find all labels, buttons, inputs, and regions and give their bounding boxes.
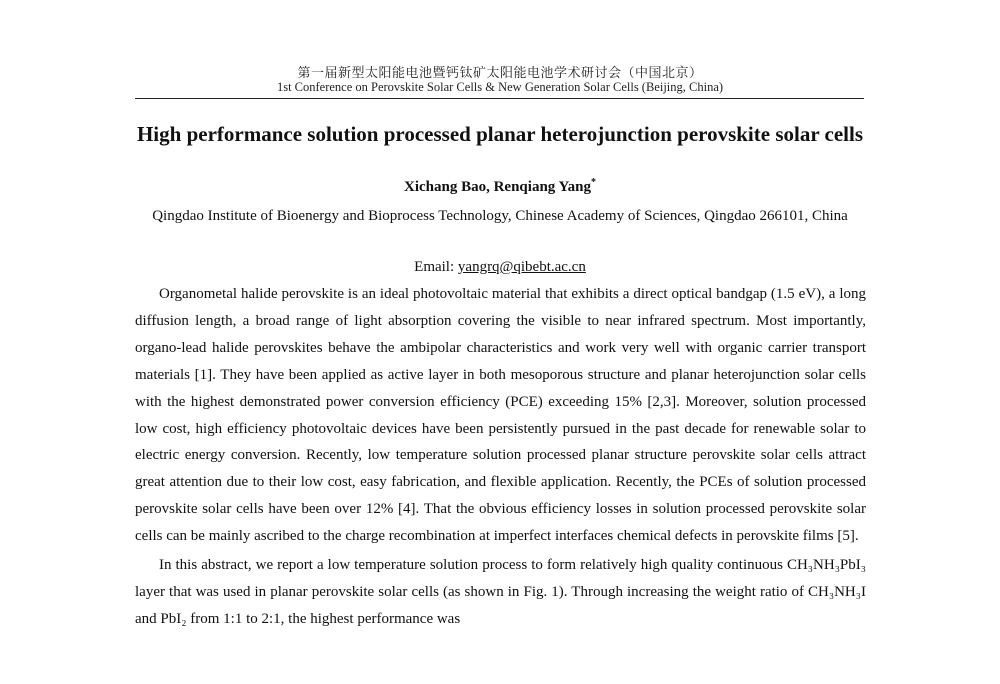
formula-pbi2: PbI₂ (160, 610, 187, 627)
corresponding-author-mark: * (591, 177, 596, 188)
conference-header-chinese: 第一届新型太阳能电池暨钙钛矿太阳能电池学术研讨会（中国北京） (297, 66, 703, 81)
authors: Xichang Bao, Renqiang Yang (404, 179, 591, 195)
affiliation: Qingdao Institute of Bioenergy and Bioprocess Technology, Chinese Academy of Sciences, Qingdao 266101, China (152, 208, 848, 224)
email-link[interactable]: yangrq@qibebt.ac.cn (457, 259, 586, 275)
paper-title: High performance solution processed planar heterojunction perovskite solar cells (136, 122, 864, 146)
p2-text-d: from 1:1 to 2:1, the highest performance was (186, 610, 461, 627)
email-line (0, 259, 1000, 276)
author-line (0, 177, 1000, 196)
p2-text-c: and (135, 610, 161, 627)
formula-mapbi3: CH₃NH₃PbI₃ (786, 557, 866, 574)
formula-mai: CH₃NH₃I (808, 583, 866, 600)
header-rule (135, 98, 864, 99)
p2-text-b: layer that was used in planar perovskite solar cells (as shown in Fig. 1). Through increasing the weight ratio of (135, 583, 809, 600)
email-label: Email: (414, 259, 458, 275)
paragraph-2 (135, 552, 866, 633)
conference-header-english: 1st Conference on Perovskite Solar Cells & New Generation Solar Cells (Beijing, China) (276, 80, 724, 94)
paragraph-1: Organometal halide perovskite is an ideal photovoltaic material that exhibits a direct optical bandgap (1.5 eV), a long diffusion length, a broad range of light absorption covering the visible to near infrared spectrum. Most importantly, organo-lead halide perovskites behave the ambipolar characteristics and work very well with organic carrier transport materials [1]. They have been applied as active layer in both mesoporous structure and planar heterojunction solar cells with the highest demonstrated power conversion efficiency (PCE) exceeding 15% [2,3]. Moreover, solution processed low cost, high efficiency photovoltaic devices have been persistently pursued in the past decade for renewable solar to electric energy conversion. Recently, low temperature solution processed planar structure perovskite solar cells attract great attention due to their low cost, easy fabrication, and flexible application. Recently, the PCEs of solution processed perovskite solar cells have been over 12% [4]. That the obvious efficiency losses in solution processed perovskite solar cells can be mainly ascribed to the charge recombination at imperfect interfaces chemical defects in perovskite films [5]. (135, 286, 866, 545)
p2-text-a: In this abstract, we report a low temperature solution process to form relatively high quality continuous (159, 557, 787, 574)
abstract-body (135, 281, 866, 633)
